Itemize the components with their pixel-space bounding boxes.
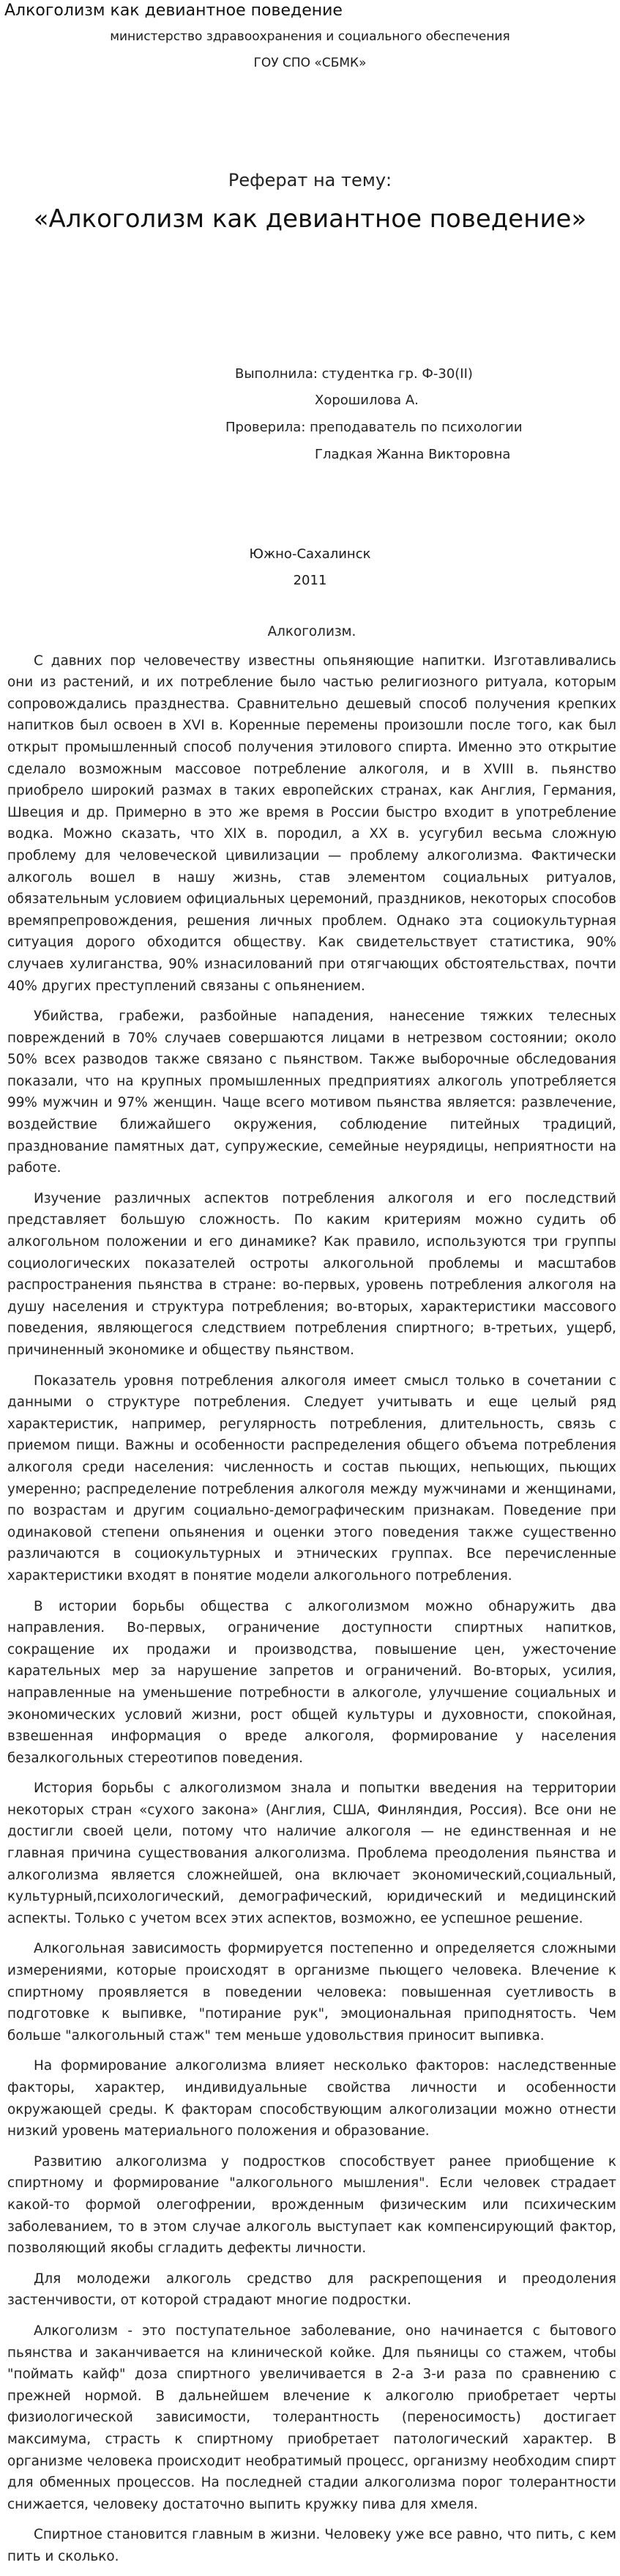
section-heading: Алкоголизм. (267, 624, 356, 639)
paragraph: Для молодежи алкоголь средство для раскрепощения и преодоления застенчивости, от которой страдают многие подростки. (7, 2271, 616, 2309)
city: Южно-Сахалинск (249, 546, 371, 562)
paragraph: Развитию алкоголизма у подростков способствует ранее приобщение к спиртному и формирование "алкогольного мышления". Если человек страдает какой-то формой олегофрении, врожденным физическим или психическим заболеванием, то в этом случае алкоголь выступает как компенсирующий фактор, позволяющий якобы сгладить дефекты личности. (7, 2153, 616, 2257)
paragraph: Спиртное становится главным в жизни. Человеку уже все равно, что пить, с кем пить и сколько. (7, 2527, 616, 2564)
document-header-title: Алкоголизм как девиантное поведение (4, 1, 343, 20)
paragraph: В истории борьбы общества с алкоголизмом можно обнаружить два направления. Во-первых, ограничение доступности спиртных напитков, сокращение их продажи и производства, повышение цен, ужесточение карательных мер за нарушение запретов и ограничений. Во-вторых, усилия, направленные на уменьшение потребности в алкоголе, улучшение социальных и экономических условий жизни, рост общей культуры и духовности, спокойная, взвешенная информация о вреде алкоголя, формирование у населения безалкогольных стереотипов поведения. (7, 1598, 616, 1766)
report-label: Реферат на тему: (228, 170, 392, 190)
ministry-line: министерство здравоохранения и социального обеспечения (110, 29, 510, 44)
performed-by: Выполнила: студентка гр. Ф-30(II) (235, 366, 473, 382)
paragraph: История борьбы с алкоголизмом знала и попытки введения на территории некоторых стран «сухого закона» (Англия, США, Финляндия, Россия). Все они не достигли своей цели, потому что наличие алкоголя — не единственная и не главная причина существования алкоголизма. Проблема преодоления пьянства и алкоголизма является сложнейшей, она включает экономический,социальный, культурный,психологический, демографический, юридический и медицинский аспекты. Только с учетом всех этих аспектов, возможно, ее успешное решение. (7, 1781, 616, 1926)
paragraph: Изучение различных аспектов потребления алкоголя и его последствий представляет большую сложность. По каким критериям можно судить об алкогольном положении и его динамике? Как правило, используются три группы социологических показателей остроты алкогольной проблемы и масштабов распространения пьянства в стране: во-первых, уровень потребления алкоголя на душу населения и структура потребления; во-вторых, характеристики массового поведения, являющегося следствием потребления спиртного; в-третьих, ущерб, причиненный экономике и обществу пьянством. (7, 1190, 616, 1358)
student-name: Хорошилова А. (315, 393, 419, 408)
paragraph: Показатель уровня потребления алкоголя имеет смысл только в сочетании с данными о структуре потребления. Следует учитывать и еще целый ряд характеристик, например, регулярность потребления, длительность, связь с приемом пищи. Важны и особенности распределения общего объема потребления алкоголя среди населения: численность и состав пьющих, непьющих, пьющих умеренно; распределение потребления алкоголя между мужчинами и женщинами, по возрастам и другим социально-демографическим признакам. Поведение при одинаковой степени опьянения и оценки этого поведения также существенно различаются в социокультурных и этнических группах. Все перечисленные характеристики входят в понятие модели алкогольного потребления. (7, 1373, 616, 1584)
teacher-name: Гладкая Жанна Викторовна (315, 447, 511, 462)
paragraph: Алкоголизм - это поступательное заболевание, оно начинается с бытового пьянства и заканчивается на клинической койке. Для пьяницы со стажем, чтобы "поймать кайф" доза спиртного увеличивается в 2-а 3-и раза по сравнению с прежней нормой. В дальнейшем влечение к алкоголю приобретает черты физиологической зависимости, толерантность (переносимость) достигает максимума, страсть к спиртному приобретает патологический характер. В организме человека происходит необратимый процесс, организму необходим спирт для обменных процессов. На последней стадии алкоголизма порог толерантности снижается, человеку достаточно выпить кружку пива для хмеля. (7, 2323, 616, 2512)
institution-line: ГОУ СПО «СБМК» (253, 56, 367, 70)
paragraph: Алкогольная зависимость формируется постепенно и определяется сложными измерениями, которые происходят в организме пьющего человека. Влечение к спиртному проявляется в поведении человека: повышенная суетливость в подготовке к выпивке, "потирание рук", эмоциональная приподнятость. Чем больше "алкогольный стаж" тем меньше удовольствия приносит выпивка. (7, 1941, 616, 2044)
paragraph: На формирование алкоголизма влияет несколько факторов: наследственные факторы, характер, индивидуальные свойства личности и особенности окружающей среды. К факторам способствующим алкоголизации можно отнести низкий уровень материального положения и образование. (7, 2058, 616, 2139)
paragraph: Убийства, грабежи, разбойные нападения, нанесение тяжких телесных повреждений в 70% случаев совершаются лицами в нетрезвом состоянии; около 50% всех разводов также связано с пьянством. Также выборочные обследования показали, что на крупных промышленных предприятиях алкоголь употребляется 99% мужчин и 97% женщин. Чаще всего мотивом пьянства является: развлечение, воздействие ближайшего окружения, соблюдение питейных традиций, празднование памятных дат, супружеские, семейные неурядицы, неприятности на работе. (7, 1009, 616, 1176)
report-body (7, 621, 616, 2576)
year: 2011 (293, 573, 327, 588)
report-title: «Алкоголизм как девиантное поведение» (33, 204, 587, 234)
checked-by: Проверила: преподаватель по психологии (225, 420, 523, 435)
paragraph: С давних пор человечеству известны опьяняющие напитки. Изготавливались они из растений, и их потребление было частью религиозного ритуала, которым сопровождались празднества. Сравнительно дешевый способ получения крепких напитков был освоен в XVI в. Коренные перемены произошли после того, как был открыт промышленный способ получения этилового спирта. Именно это открытие сделало возможным массовое потребление алкоголя, и в XVIII в. пьянство приобрело широкий размах в таких европейских странах, как Англия, Германия, Швеция и др. Примерно в это же время в России быстро входит в употребление водка. Можно сказать, что XIX в. породил, а XX в. усугубил весьма сложную проблему для человеческой цивилизации — проблему алкоголизма. Фактически алкоголь вошел в нашу жизнь, став элементом социальных ритуалов, обязательным условием официальных церемоний, праздников, некоторых способов времяпрепровождения, решения личных проблем. Однако эта социокультурная ситуация дорого обходится обществу. Как свидетельствует статистика, 90% случаев хулиганства, 90% изнасилований при отягчающих обстоятельствах, почти 40% других преступлений связаны с опьянением. (7, 653, 616, 994)
